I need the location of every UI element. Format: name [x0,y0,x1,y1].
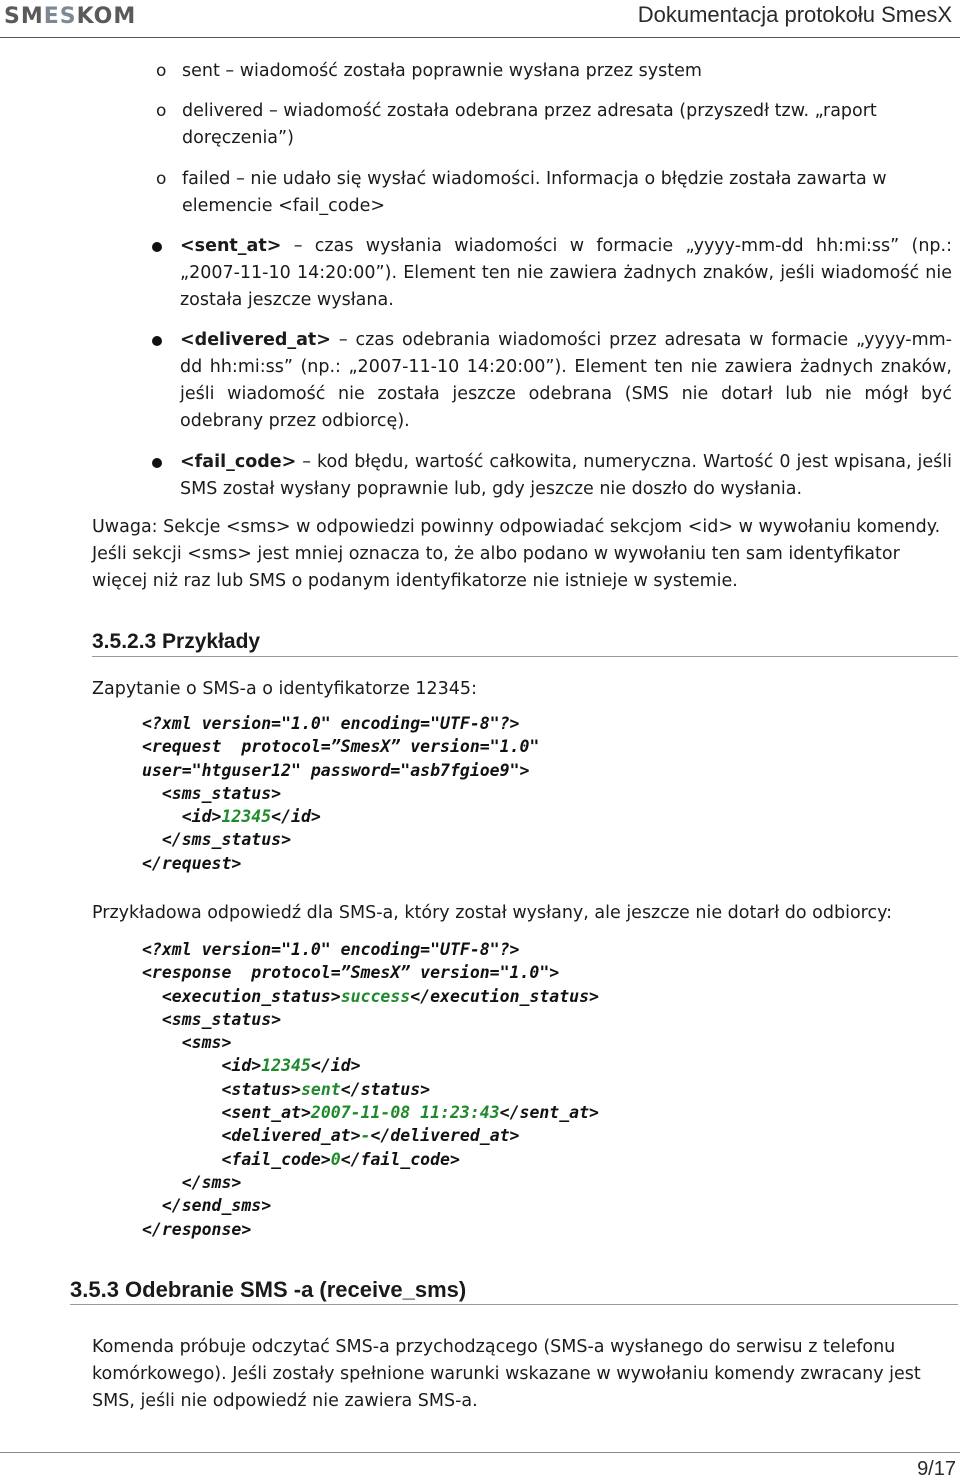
code-line: user="htguser12" password="asb7fgioe9"> [142,760,530,780]
code-line: <sms> [142,1033,232,1053]
field-tag: <delivered_at> [180,330,331,350]
circle-bullet-icon: o [156,169,167,189]
code-line: <id>12345</id> [142,1056,361,1076]
field-tag: <fail_code> [180,452,297,472]
heading-underline [92,656,958,657]
smeskom-logo: SMESKOM [4,4,137,29]
field-sent-at [180,233,952,314]
header-divider [0,37,960,38]
code-line: <sms_status> [142,1009,282,1029]
note-paragraph: Uwaga: Sekcje <sms> w odpowiedzi powinny odpowiadać sekcjom <id> w wywołaniu komendy. Jeśli sekcji <sms> jest mniej oznacza to, że albo podano w wywołaniu ten sam identyfikator więcej niż raz lub SMS o podanym identyfikatorze nie istnieje w systemie. [92,517,941,591]
code-line: <fail_code>0</fail_code> [142,1149,460,1169]
code-line: <status>sent</status> [142,1079,431,1099]
status-item-text: failed – nie udało się wysłać wiadomości. Informacja o błędzie została zawarta w elemencie <fail_code> [182,169,887,216]
status-item-failed [156,166,952,220]
code-line: <id>12345</id> [142,807,321,827]
code-line: </send_sms> [142,1196,272,1216]
status-item-delivered [156,98,952,152]
page-number: 9/17 [917,1458,956,1480]
field-fail-code [180,449,952,503]
status-item-sent [156,58,952,85]
response-intro: Przykładowa odpowiedź dla SMS-a, który został wysłany, ale jeszcze nie dotarł do odbiorcy: [92,903,893,923]
code-line: </request> [142,853,242,873]
code-line: <execution_status>success</execution_status> [142,986,599,1006]
code-line: </sms> [142,1172,242,1192]
field-description: – czas wysłania wiadomości w formacie „yyyy-mm-dd hh:mi:ss” (np.: „2007-11-10 14:20:00”). Element ten nie zawiera żadnych znaków, jeśli wiadomość nie została jeszcze wysłana. [180,236,952,310]
request-intro: Zapytanie o SMS-a o identyfikatorze 12345: [92,679,477,699]
code-line: <delivered_at>-</delivered_at> [142,1126,520,1146]
heading-underline [70,1304,958,1305]
page-header [0,0,960,36]
code-line: <sms_status> [142,783,282,803]
field-description: – kod błędu, wartość całkowita, numeryczna. Wartość 0 jest wpisana, jeśli SMS został wysłany poprawnie lub, gdy jeszcze nie doszło do wysłania. [180,452,952,499]
response-code-block [142,938,599,1241]
status-item-text: delivered – wiadomość została odebrana przez adresata (przyszedł tzw. „raport doręczenia”) [182,101,877,148]
field-delivered-at [180,327,952,435]
code-line: <sent_at>2007-11-08 11:23:43</sent_at> [142,1103,599,1123]
code-line: <?xml version="1.0" encoding="UTF-8"?> [142,940,520,959]
bullet-icon [152,242,162,252]
circle-bullet-icon: o [156,61,167,81]
code-line: <request protocol=”SmesX” version="1.0" [142,737,540,757]
code-line: <?xml version="1.0" encoding="UTF-8"?> [142,714,520,733]
code-line: </response> [142,1219,252,1239]
document-title: Dokumentacja protokołu SmesX [637,2,952,27]
code-line: </sms_status> [142,830,292,850]
receive-sms-paragraph: Komenda próbuje odczytać SMS-a przychodzącego (SMS-a wysłanego do serwisu z telefonu komórkowego). Jeśli zostały spełnione warunki wskazane w wywołaniu komendy zwracany jest SMS, jeśli nie odpowiedź nie zawiera SMS-a. [92,1337,921,1411]
circle-bullet-icon: o [156,101,167,121]
request-code-block [142,712,539,875]
code-line: <response protocol=”SmesX” version="1.0"> [142,963,560,983]
section-heading-receive-sms: 3.5.3 Odebranie SMS -a (receive_sms) [70,1277,467,1302]
bullet-icon [152,458,162,468]
field-description: – czas odebrania wiadomości przez adresata w formacie „yyyy-mm-dd hh:mi:ss” (np.: „2007-11-10 14:20:00”). Element ten nie zawiera żadnych znaków, jeśli wiadomość nie została jeszcze odebrana (SMS nie dotarł lub nie mógł być odebrany przez odbiorcę). [180,330,952,431]
footer-divider [0,1452,960,1453]
bullet-icon [152,336,162,346]
field-tag: <sent_at> [180,236,282,256]
section-heading-examples: 3.5.2.3 Przykłady [92,630,261,653]
status-item-text: sent – wiadomość została poprawnie wysłana przez system [182,61,702,81]
